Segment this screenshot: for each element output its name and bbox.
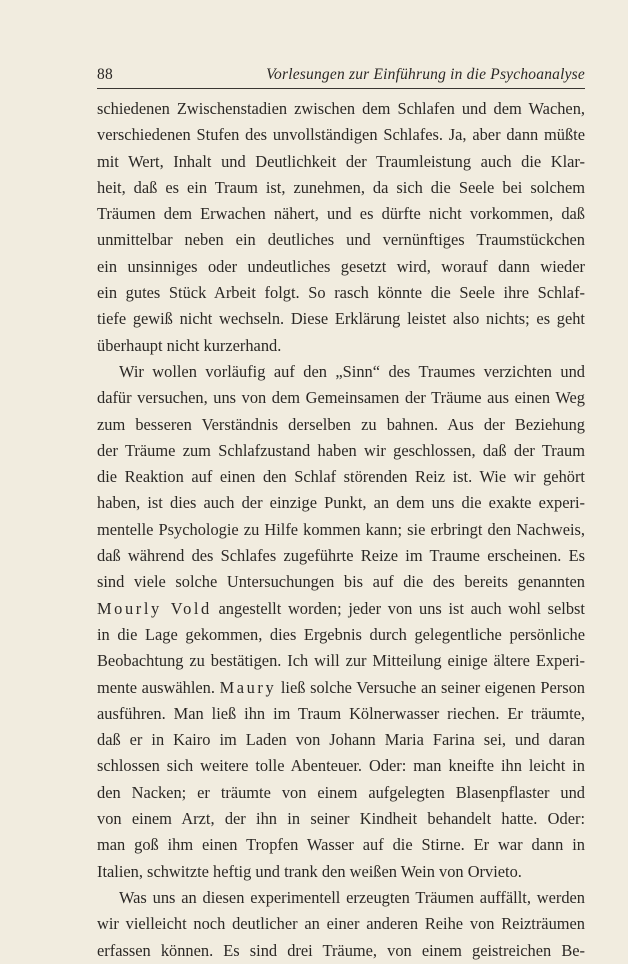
author-name-spaced: Maury (219, 677, 277, 697)
text-line: unmittelbar neben ein deutliches und vernünftiges Traumstückchen (97, 230, 585, 250)
header-rule (97, 88, 585, 89)
text-line: Träumen dem Erwachen nähert, und es dürfte nicht vorkommen, daß (97, 204, 585, 224)
text-line: zum besseren Verständnis derselben zu bahnen. Aus der Beziehung (97, 414, 585, 434)
text-line: schiedenen Zwischenstadien zwischen dem Schlafen und dem Wachen, (97, 99, 585, 118)
text-line: daß er in Kairo im Laden von Johann Maria Farina sei, und daran (97, 730, 585, 750)
running-head-title: Vorlesungen zur Einführung in die Psychoanalyse (266, 66, 585, 83)
text-line: der Träume zum Schlafzustand haben wir geschlossen, daß der Traum (97, 440, 585, 460)
text-line: von einem Arzt, der ihn in seiner Kindheit behandelt hatte. Oder: (97, 809, 585, 829)
line-text-pre: mente auswählen. (97, 677, 220, 697)
text-line: haben, ist dies auch der einzige Punkt, an dem uns die exakte experi- (97, 493, 585, 513)
text-line: verschiedenen Stufen des unvollständigen Schlafes. Ja, aber dann müßte (97, 125, 585, 145)
text-line: überhaupt nicht kurzerhand. (97, 335, 282, 355)
text-line: mentelle Psychologie zu Hilfe kommen kann; sie erbringt den Nachweis, (97, 519, 585, 539)
running-header (97, 66, 585, 88)
text-line: ein gutes Stück Arbeit folgt. So rasch könnte die Seele ihre Schlaf- (97, 283, 585, 303)
text-line: schlossen sich weitere tolle Abenteuer. Oder: man kneifte ihn leicht in (97, 756, 585, 776)
text-line: Beobachtung zu bestätigen. Ich will zur Mitteilung einige ältere Experi- (97, 651, 585, 671)
page-number: 88 (97, 66, 114, 83)
text-line: dafür versuchen, uns von dem Gemeinsamen der Träume aus einen Weg (97, 388, 585, 408)
text-line: den Nacken; er träumte von einem aufgelegten Blasenpflaster und (97, 782, 585, 802)
text-line: die Reaktion auf einen den Schlaf störenden Reiz ist. Wie wir gehört (97, 467, 585, 487)
line-text-post: angestellt worden; jeder von uns ist auch wohl selbst (211, 598, 585, 618)
text-line: wir vielleicht noch deutlicher an einer anderen Reihe von Reizträumen (97, 914, 585, 934)
text-line: Italien, schwitzte heftig und trank den weißen Wein von Orvieto. (97, 861, 522, 881)
text-line (97, 596, 585, 622)
text-line: ein unsinniges oder undeutliches gesetzt wird, worauf dann wieder (97, 256, 585, 276)
text-line: erfassen können. Es sind drei Träume, von einem geistreichen Be- (97, 940, 585, 960)
author-name-spaced: Mourly Vold (97, 598, 212, 618)
text-line: tiefe gewiß nicht wechseln. Diese Erklärung leistet also nichts; es geht (97, 309, 585, 329)
text-line: Wir wollen vorläufig auf den „Sinn“ des Traumes verzichten und (119, 361, 585, 381)
text-line: in die Lage gekommen, dies Ergebnis durch gelegentliche persönliche (97, 624, 585, 644)
text-line: daß während des Schlafes zugeführte Reize im Traume erscheinen. Es (97, 546, 585, 566)
text-line: man goß ihm einen Tropfen Wasser auf die Stirne. Er war dann in (97, 835, 585, 855)
text-line: ausführen. Man ließ ihn im Traum Kölnerwasser riechen. Er träumte, (97, 703, 585, 723)
text-line: heit, daß es ein Traum ist, zunehmen, da sich die Seele bei solchem (97, 177, 585, 197)
text-line: mit Wert, Inhalt und Deutlichkeit der Traumleistung auch die Klar- (97, 151, 585, 171)
line-text-post: ließ solche Versuche an seiner eigenen Person (276, 677, 585, 697)
text-line: sind viele solche Untersuchungen bis auf die des bereits genannten (97, 572, 585, 592)
body-text (97, 96, 585, 964)
text-line: Was uns an diesen experimentell erzeugten Träumen auffällt, werden (119, 887, 585, 907)
text-line (97, 675, 585, 701)
